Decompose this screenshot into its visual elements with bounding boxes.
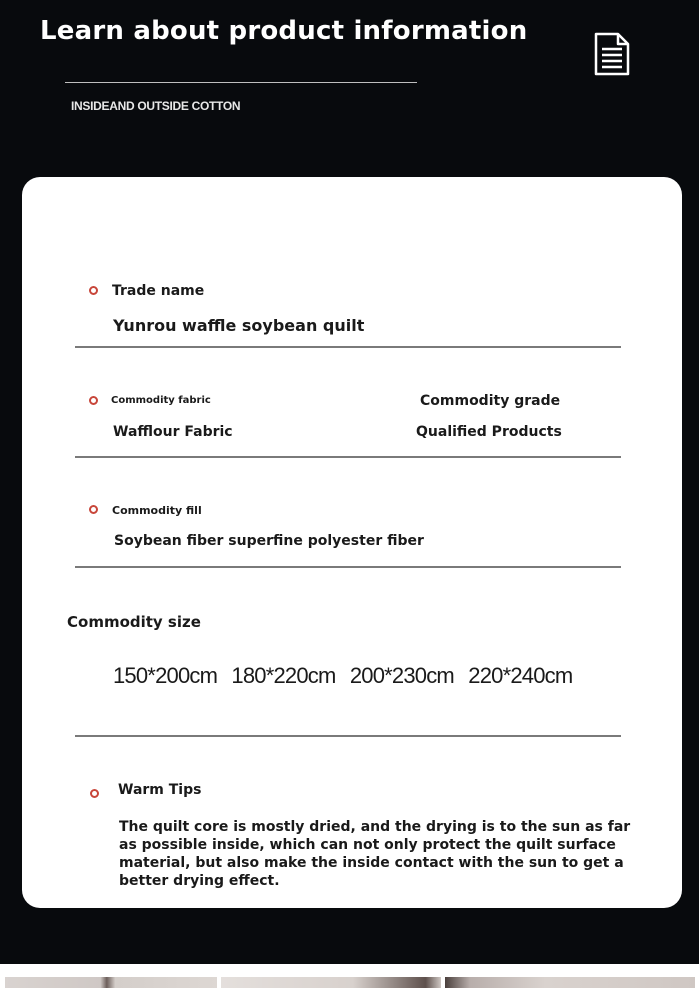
size-list bbox=[113, 663, 581, 689]
product-photo bbox=[221, 977, 441, 988]
page-subtitle: INSIDEAND OUTSIDE COTTON bbox=[71, 99, 241, 113]
fill-label: Commodity fill bbox=[112, 504, 202, 517]
trade-name-divider bbox=[75, 346, 621, 348]
tips-bullet-icon bbox=[90, 789, 99, 798]
product-photo bbox=[445, 977, 695, 988]
grade-label: Commodity grade bbox=[420, 393, 561, 409]
header-divider bbox=[65, 82, 417, 83]
photo-strip bbox=[0, 964, 699, 988]
tips-label: Warm Tips bbox=[118, 782, 202, 798]
product-info-card bbox=[22, 177, 682, 908]
size-option: 200*230cm bbox=[349, 663, 454, 688]
size-label: Commodity size bbox=[67, 613, 201, 631]
size-option: 150*200cm bbox=[113, 663, 218, 688]
page-title: Learn about product information bbox=[40, 16, 528, 46]
size-option: 220*240cm bbox=[468, 663, 573, 688]
fill-value: Soybean fiber superfine polyester fiber bbox=[114, 533, 424, 549]
fabric-divider bbox=[75, 456, 621, 458]
size-option: 180*220cm bbox=[231, 663, 336, 688]
fabric-bullet-icon bbox=[89, 396, 98, 405]
fill-divider bbox=[75, 566, 621, 568]
trade-name-value: Yunrou waffle soybean quilt bbox=[113, 316, 365, 335]
grade-value: Qualified Products bbox=[416, 424, 562, 440]
trade-name-label: Trade name bbox=[112, 283, 205, 299]
fill-bullet-icon bbox=[89, 505, 98, 514]
product-photo bbox=[5, 977, 217, 988]
tips-text: The quilt core is mostly dried, and the drying is to the sun as far as possible inside, which can not only protect the quilt surface material, but also make the inside contact with the sun to get a better drying effect. bbox=[119, 819, 631, 889]
fabric-value: Wafflour Fabric bbox=[113, 424, 233, 440]
trade-name-bullet-icon bbox=[89, 286, 98, 295]
fabric-label: Commodity fabric bbox=[111, 395, 211, 406]
size-divider bbox=[75, 735, 621, 737]
document-icon bbox=[592, 32, 632, 76]
